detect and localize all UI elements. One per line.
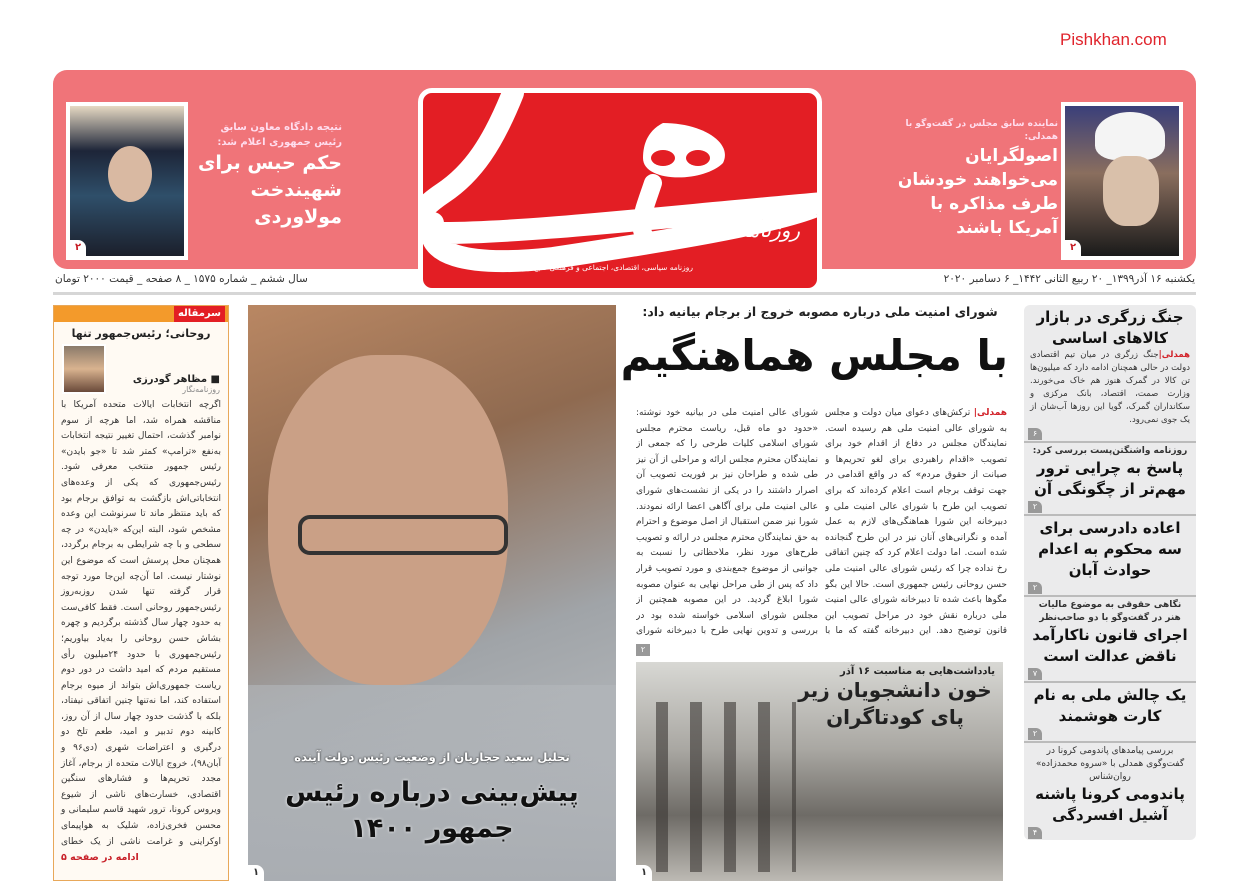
page-number: ۲	[1028, 501, 1042, 513]
section-label: سرمقاله	[174, 306, 225, 322]
kicker: نتیجه دادگاه معاون سابق رئیس جمهوری اعلام شد:	[217, 122, 342, 148]
sidebar-item[interactable]	[1024, 743, 1196, 840]
divider	[53, 292, 1196, 295]
banner-left-story[interactable]	[192, 120, 342, 231]
kicker: بررسی پیامدهای پاندومی کرونا در گفت‌وگوی همدلی با «سروه محمدزاده» روان‌شناس	[1035, 746, 1185, 782]
headline: پاندومی کرونا پاشنه آشیل افسردگی	[1035, 785, 1185, 824]
page-number: ۲	[1028, 728, 1042, 740]
turban	[1095, 112, 1165, 160]
lead-headline: با مجلس هماهنگیم	[620, 331, 1008, 380]
page-number: ۱	[636, 865, 652, 881]
lead-kicker: شورای امنیت ملی درباره مصوبه خروج از برجام بیانیه داد:	[642, 304, 998, 319]
continued-link[interactable]: ادامه در صفحه ۵	[61, 852, 139, 864]
page-number: ۲	[1028, 582, 1042, 594]
crowd	[656, 702, 796, 872]
watermark: Pishkhan.com	[1060, 30, 1167, 49]
portrait-face	[108, 146, 152, 202]
sidebar	[1024, 305, 1196, 840]
lead-column-2: شورای عالی امنیت ملی در بیانیه خود نوشته: «حدود دو ماه قبل، ریاست محترم مجلس شورای اسلامی کلیات طرحی را که جمعی از نمایندگان محترم مجلس ارائه و مراحلی از آن نیز طی شده و طراحان نیز بر فوریت تصویب آن اصرار داشتند را در یکی از نشست‌های شورای عالی امنیت ملی برای آگاهی اعضا ارائه نمودند. شورا نیز ضمن استقبال از اصل موضوع و احترام به حق نمایندگان محترم مجلس در ارائه و تصویب طرح‌های مورد نظر، ملاحظاتی را نسبت به جوانبی از موضوع جمع‌بندی و مورد تصویب قرار داد که پس از طی مراحل نهایی به عنوان مصوبه شورا ابلاغ گردید. در این مصوبه همچنین از مجلس شورای اسلامی خواسته شده بود در بررسی و تدوین نهایی طرح با دبیرخانه شورای	[636, 408, 818, 637]
headline: اصولگرایان می‌خواهند خودشان طرف مذاکره با آمریکا باشند	[897, 146, 1058, 238]
page-number: ۶	[1028, 428, 1042, 440]
portrait-face	[1103, 156, 1159, 226]
glasses	[298, 515, 508, 555]
lead-column-1: همدلی| ترکش‌های دعوای میان دولت و مجلس به شورای عالی امنیت ملی هم رسیده است. نمایندگان مجلس در دفاع از اقدام خود برای تصویب «اقدام راهبردی برای لغو تحریم‌ها و صیانت از حقوق مردم» که در واقع اقدامی در جهت توقف برجام است اعلام کرده‌اند که برای تصویب این طرح با شورای عالی امنیت ملی و دبیرخانه این شورا هماهنگی‌های لازم به عمل آمده و نگرانی‌های آنان نیز در این طرح گنجانده شده است. اما دولت اعلام کرد که چنین اتفاقی رخ نداده چرا که رئیس شورای عالی امنیت ملی حسن روحانی رئیس جمهوری است. حالا این بگو مگوها باعث شده تا دبیرخانه شورای عالی امنیت ملی درباره نقش خود در مراحل تصویب این قانون توضیح دهد. این دبیرخانه گفته که ما با	[825, 408, 1007, 637]
author-name: ■ مظاهر گودرزی	[132, 374, 220, 385]
issue-info: سال ششم _ شماره ۱۵۷۵ _ ۸ صفحه _ قیمت ۲۰۰۰ تومان	[55, 273, 308, 285]
sidebar-item[interactable]	[1024, 683, 1196, 743]
photo-story[interactable]	[248, 305, 616, 881]
headline: یک چالش ملی به نام کارت هوشمند	[1033, 686, 1187, 725]
banner-left-photo[interactable]	[66, 102, 188, 260]
sidebar-item[interactable]: جنگ زرگری در بازار کالاهای اساسی همدلی|جنگ زرگری در میان تیم اقتصادی دولت در حالی همچنان ادامه دارد که میلیون‌ها تن کالا در گمرک هنوز هم خاک می‌خورند. وزارت صمت، اقتصاد، بانک مرکزی و سکانداران گمرک، گویا این روزها آب‌شان از یک جوی نمی‌رود. ۶	[1024, 305, 1196, 443]
page-number: ۲	[1065, 240, 1081, 256]
page-number: ۱	[248, 865, 264, 881]
headline: جنگ زرگری در بازار کالاهای اساسی	[1036, 308, 1184, 347]
author-avatar	[62, 344, 106, 394]
page-number: ۴	[1028, 827, 1042, 839]
kicker: یادداشت‌هایی به مناسبت ۱۶ آذر	[839, 666, 995, 677]
headline: پاسخ به چرایی ترور مهم‌تر از چگونگی آن	[1034, 459, 1186, 498]
editorial-column[interactable]	[53, 305, 229, 881]
newspaper-logo[interactable]	[418, 88, 822, 293]
banner-right-story[interactable]	[895, 118, 1058, 240]
author-role: روزنامه‌نگار	[182, 385, 220, 394]
headline: پیش‌بینی درباره رئیس جمهور ۱۴۰۰	[285, 777, 579, 844]
editorial-header	[54, 306, 228, 322]
kicker: نماینده سابق مجلس در گفت‌وگو با همدلی:	[905, 119, 1058, 142]
headline: اجرای قانون ناکارآمد ناقض عدالت است	[1032, 626, 1188, 665]
editorial-title: روحانی؛ رئیس‌جمهور تنها	[71, 327, 211, 340]
sidebar-item[interactable]	[1024, 443, 1196, 516]
kicker: نگاهی حقوقی به موضوع مالیات هنر در گفت‌وگو با دو صاحب‌نظر	[1038, 600, 1182, 623]
page-number: ۷	[1028, 668, 1042, 680]
kicker: تحلیل سعید حجاریان از وضعیت رئیس دولت آینده	[294, 750, 570, 764]
photo-story-2[interactable]	[636, 662, 1003, 881]
sidebar-item[interactable]	[1024, 516, 1196, 597]
logo-prefix: روزنامه	[738, 218, 801, 242]
page-number: ۲	[70, 240, 86, 256]
page-number: ۲	[636, 644, 650, 656]
logo-tagline: روزنامه سیاسی، اقتصادی، اجتماعی و فرهنگی صبح ایران	[515, 263, 693, 272]
lead-story[interactable]	[620, 303, 1008, 391]
sidebar-item[interactable]	[1024, 597, 1196, 683]
headline: خون دانشجویان زیر پای کودتاگران	[798, 678, 992, 729]
kicker: روزنامه واشنگتن‌پست بررسی کرد:	[1032, 446, 1188, 456]
editorial-body: اگرچه انتخابات ایالات متحده آمریکا با مناقشه همراه شد، اما هرچه از سوم نوامبر گذشت، احتمال تغییر نتیجه انتخابات به‌نفع «ترامپ» کمتر شد تا «جو بایدن» رئیس جمهور منتخب معرفی شود. رئیس‌جمهوری که یکی از وعده‌های انتخاباتی‌اش بازگشت به توافق برجام بود که باید منتظر ماند تا سرنوشت این وعده مشخص شود، البته این‌که «بایدن» در چه سطحی و با چه شرایطی به برجام برگردد، همچنان محل پرسش است که موضوع این نوشتار نیست. اما آن‌چه این‌جا مورد توجه قرار گرفته تنها شدن روزبه‌روز رئیس‌جمهور روحانی است. فقط کافی‌ست به حدود چهار سال گذشته برگردیم و چهره بشاش حسن روحانی را به‌یاد بیاوریم؛ رئیس‌جمهوری با حدود ۲۴میلیون رأی مستقیم مردم که امید داشت در دور دوم ریاست جمهوری‌اش بتواند از میوه برجام استفاده کند، اما نه‌تنها چنین اتفاقی نیفتاد، بلکه با گذشت حدود چهار سال از آن روز، کابینه دوم تدبیر و امید، طعم تلخ دو درگیری و اعتراضات شهری (دی۹۶ و آبان۹۸)، خروج ایالات متحده از برجام، آغاز مجدد تحریم‌ها و فشارهای سنگین اقتصادی، خسارت‌های ناشی از شیوع ویروس کرونا، ترور شهید قاسم سلیمانی و محسن فخری‌زاده، شلیک به هواپیمای اوکراینی و غرامت ناشی از یک خطای	[61, 400, 222, 847]
banner-right-photo[interactable]	[1061, 102, 1183, 260]
issue-date: یکشنبه ۱۶ آذر۱۳۹۹_ ۲۰ ربیع الثانی ۱۴۴۲_ ۶ دسامبر ۲۰۲۰	[943, 273, 1195, 285]
headline: حکم حبس برای شهیندخت مولاوردی	[197, 152, 342, 228]
headline: اعاده دادرسی برای سه محکوم به اعدام حوادث آبان	[1038, 519, 1182, 579]
